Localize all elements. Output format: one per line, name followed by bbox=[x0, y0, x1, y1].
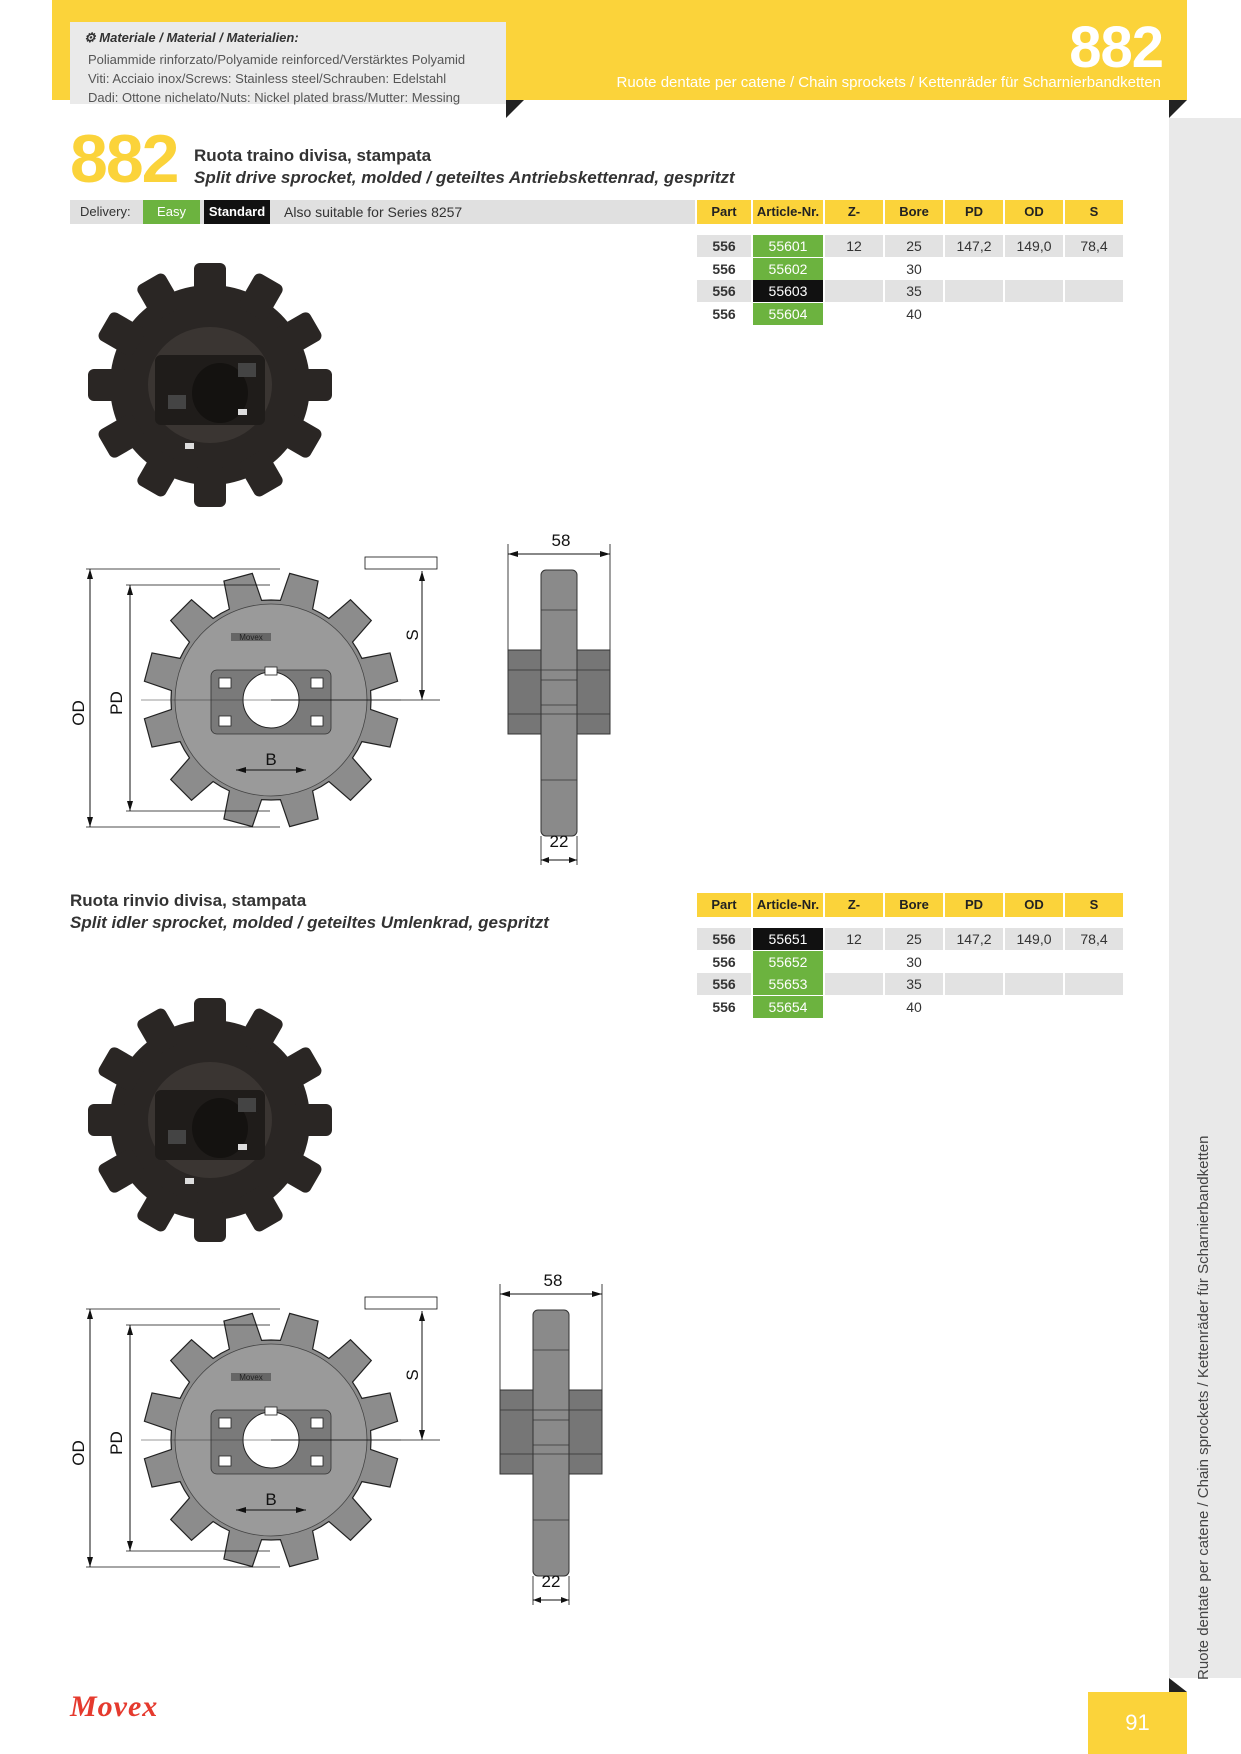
table-cell-part: 556 bbox=[697, 928, 751, 950]
table-cell-z bbox=[825, 973, 883, 995]
table-cell-z bbox=[825, 951, 883, 973]
table-cell-pd bbox=[945, 951, 1003, 973]
dim-hub: 22 bbox=[541, 1572, 561, 1591]
table-cell-z bbox=[825, 280, 883, 302]
table-cell-article: 55603 bbox=[753, 280, 823, 302]
dim-width: 58 bbox=[543, 1271, 563, 1290]
table-cell-bore: 25 bbox=[906, 238, 922, 254]
screw-slot bbox=[311, 1418, 323, 1428]
table-header-cell: Bore bbox=[885, 200, 943, 224]
table-cell-s bbox=[1065, 258, 1123, 280]
sprocket-tooth bbox=[88, 1104, 128, 1136]
table-cell-od bbox=[1005, 280, 1063, 302]
product-series: 882 bbox=[70, 121, 178, 197]
table-cell-part: 556 bbox=[697, 973, 751, 995]
table-cell-s bbox=[1065, 996, 1123, 1018]
table-cell-s bbox=[1065, 973, 1123, 995]
dim-od: OD bbox=[69, 700, 88, 726]
table-cell-s: 78,4 bbox=[1080, 931, 1108, 947]
product-photo bbox=[80, 250, 340, 520]
screw-slot bbox=[219, 1418, 231, 1428]
brand-text: Movex bbox=[239, 633, 263, 642]
dim-b: B bbox=[265, 1490, 277, 1509]
table-row bbox=[697, 928, 1123, 950]
table-cell-pd bbox=[945, 996, 1003, 1018]
table-header-cell: Z- bbox=[825, 200, 883, 224]
table-cell-pd bbox=[945, 973, 1003, 995]
corner-triangle bbox=[1169, 100, 1187, 118]
table-header-cell: Z- bbox=[825, 893, 883, 917]
screw-slot bbox=[311, 716, 323, 726]
product-title-en-de: Split drive sprocket, molded / geteiltes Antriebskettenrad, gespritzt bbox=[194, 168, 735, 187]
table-cell-part: 556 bbox=[712, 305, 736, 322]
table-cell-z: 12 bbox=[846, 931, 862, 947]
table-cell-pd bbox=[945, 280, 1003, 302]
sprocket-tooth bbox=[194, 998, 226, 1038]
table-cell-od bbox=[1005, 973, 1063, 995]
corner-triangle bbox=[506, 100, 524, 118]
table-row bbox=[697, 973, 1123, 995]
sprocket-tooth bbox=[88, 369, 128, 401]
sprocket-tooth bbox=[292, 369, 332, 401]
table-cell-article: 55604 bbox=[753, 303, 823, 325]
table-cell-part: 556 bbox=[712, 998, 736, 1015]
table-cell-pd: 147,2 bbox=[956, 931, 992, 947]
table-cell-bore: 40 bbox=[906, 305, 922, 322]
table-cell-s bbox=[1065, 280, 1123, 302]
table-header-cell: OD bbox=[1005, 893, 1063, 917]
dim-pd: PD bbox=[107, 691, 126, 715]
table-cell-od: 149,0 bbox=[1016, 238, 1052, 254]
page-number: 91 bbox=[1125, 1710, 1150, 1735]
table-row bbox=[697, 235, 1123, 257]
section2-title-it: Ruota rinvio divisa, stampata bbox=[70, 891, 307, 910]
side-text: Ruote dentate per catene / Chain sprockets / Kettenräder für Scharnierbandketten bbox=[1195, 1135, 1212, 1680]
table-cell-part: 556 bbox=[712, 260, 736, 277]
dim-s: S bbox=[403, 1369, 422, 1381]
table-header-cell: Article-Nr. bbox=[753, 200, 823, 224]
table-cell-bore: 25 bbox=[906, 931, 922, 947]
header-series-number: 882 bbox=[1069, 15, 1163, 80]
standard-badge: Standard bbox=[204, 200, 270, 224]
table-cell-od bbox=[1005, 951, 1063, 973]
sprocket-tooth bbox=[292, 1104, 332, 1136]
section2-title-en-de: Split idler sprocket, molded / geteiltes Umlenkrad, gespritzt bbox=[70, 913, 549, 932]
table-header-cell: Article-Nr. bbox=[753, 893, 823, 917]
screw-slot bbox=[219, 678, 231, 688]
table-cell-article: 55654 bbox=[753, 996, 823, 1018]
sprocket-tooth bbox=[194, 1202, 226, 1242]
table-cell-bore: 40 bbox=[906, 998, 922, 1015]
keyway bbox=[265, 1407, 277, 1415]
table-cell-article: 55651 bbox=[753, 928, 823, 950]
materials-line: Viti: Acciaio inox/Screws: Stainless steel/Schrauben: Edelstahl bbox=[88, 71, 447, 86]
table-cell-article: 55602 bbox=[753, 258, 823, 280]
table-cell-od bbox=[1005, 996, 1063, 1018]
dim-pd: PD bbox=[107, 1431, 126, 1455]
front-view-drawing bbox=[60, 1295, 440, 1575]
table-cell-z bbox=[825, 303, 883, 325]
side-view-drawing bbox=[492, 1270, 612, 1600]
sprocket-tooth bbox=[194, 467, 226, 507]
screw-slot bbox=[311, 1456, 323, 1466]
table-header-cell: PD bbox=[945, 200, 1003, 224]
dim-hub: 22 bbox=[549, 832, 569, 851]
table-cell-bore: 35 bbox=[906, 283, 922, 299]
product-title-it: Ruota traino divisa, stampata bbox=[194, 146, 432, 165]
dim-width: 58 bbox=[551, 531, 571, 550]
dim-od: OD bbox=[69, 1440, 88, 1466]
table-cell-z: 12 bbox=[846, 238, 862, 254]
table-cell-od bbox=[1005, 258, 1063, 280]
screw-slot bbox=[311, 678, 323, 688]
table-row bbox=[697, 280, 1123, 302]
table-cell-bore: 30 bbox=[906, 260, 922, 277]
keyway bbox=[265, 667, 277, 675]
brand-text: Movex bbox=[239, 1373, 263, 1382]
table-cell-article: 55601 bbox=[753, 235, 823, 257]
table-cell-pd bbox=[945, 303, 1003, 325]
table-header-cell: S bbox=[1065, 893, 1123, 917]
screw-slot bbox=[219, 1456, 231, 1466]
product-photo bbox=[80, 985, 340, 1255]
table-cell-z bbox=[825, 996, 883, 1018]
dim-s: S bbox=[403, 629, 422, 641]
table-cell-article: 55653 bbox=[753, 973, 823, 995]
table-row bbox=[697, 951, 1123, 973]
table-header-cell: S bbox=[1065, 200, 1123, 224]
table-header-cell: PD bbox=[945, 893, 1003, 917]
delivery-label: Delivery: bbox=[80, 204, 131, 219]
table-row bbox=[697, 303, 1123, 325]
materials-icon: ⚙ bbox=[84, 30, 100, 45]
table-cell-bore: 35 bbox=[906, 976, 922, 992]
table-row bbox=[697, 996, 1123, 1018]
table-cell-bore: 30 bbox=[906, 953, 922, 970]
table-cell-od: 149,0 bbox=[1016, 931, 1052, 947]
front-view-drawing bbox=[60, 555, 440, 835]
also-suitable-text: Also suitable for Series 8257 bbox=[284, 204, 463, 220]
brand-logo: Movex bbox=[70, 1690, 159, 1723]
table-row bbox=[697, 258, 1123, 280]
table-header-cell: OD bbox=[1005, 200, 1063, 224]
materials-line: Dadi: Ottone nichelato/Nuts: Nickel plated brass/Mutter: Messing bbox=[88, 90, 461, 105]
dim-b: B bbox=[265, 750, 277, 769]
header-subtitle: Ruote dentate per catene / Chain sprockets / Kettenräder für Scharnierbandketten bbox=[616, 74, 1161, 91]
corner-triangle bbox=[1169, 1678, 1187, 1692]
table-cell-pd: 147,2 bbox=[956, 238, 992, 254]
side-view-drawing bbox=[500, 530, 620, 860]
table-cell-part: 556 bbox=[697, 235, 751, 257]
table-cell-part: 556 bbox=[697, 280, 751, 302]
table-header-cell: Part bbox=[697, 893, 751, 917]
materials-title: ⚙ Materiale / Material / Materialien: bbox=[84, 30, 299, 45]
screw-slot bbox=[219, 716, 231, 726]
materials-line: Poliammide rinforzato/Polyamide reinforced/Verstärktes Polyamid bbox=[88, 52, 466, 67]
table-cell-s bbox=[1065, 951, 1123, 973]
table-header-cell: Bore bbox=[885, 893, 943, 917]
table-cell-s: 78,4 bbox=[1080, 238, 1108, 254]
table-cell-s bbox=[1065, 303, 1123, 325]
easy-badge: Easy bbox=[143, 200, 200, 224]
sprocket-tooth bbox=[194, 263, 226, 303]
table-cell-z bbox=[825, 258, 883, 280]
table-header-cell: Part bbox=[697, 200, 751, 224]
table-cell-pd bbox=[945, 258, 1003, 280]
table-cell-article: 55652 bbox=[753, 951, 823, 973]
table-cell-od bbox=[1005, 303, 1063, 325]
table-cell-part: 556 bbox=[712, 953, 736, 970]
